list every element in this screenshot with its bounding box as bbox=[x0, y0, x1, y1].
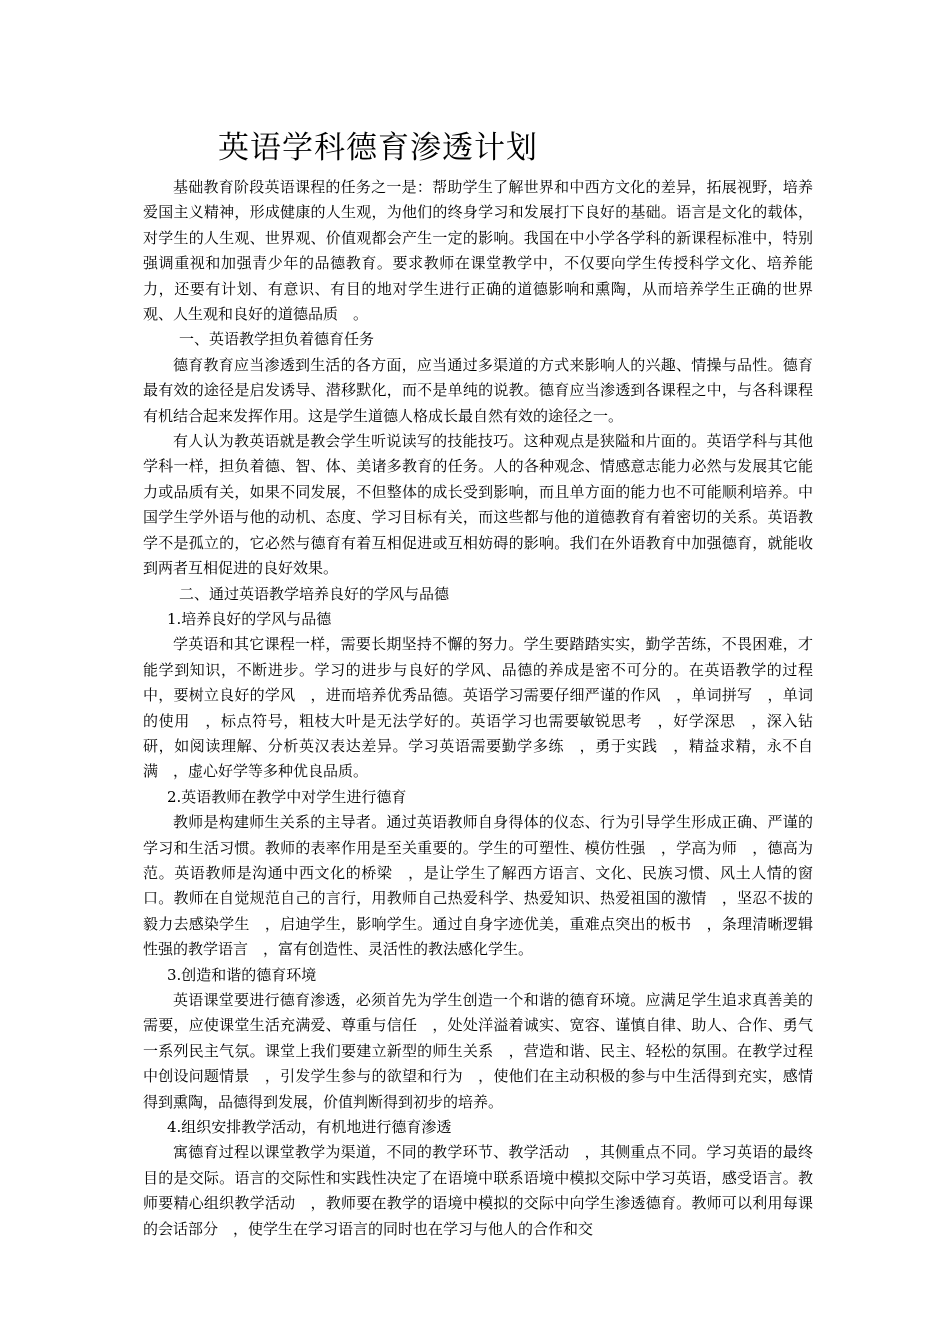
document-body bbox=[143, 175, 813, 1242]
subsection-1-heading: 1.培养良好的学风与品德 bbox=[167, 609, 332, 628]
subsection-4-heading: 4.组织安排教学活动，有机地进行德育渗透 bbox=[167, 1118, 452, 1137]
intro-paragraph: 基础教育阶段英语课程的任务之一是：帮助学生了解世界和中西方文化的差异，拓展视野，培养爱国主义精神，形成健康的人生观，为他们的终身学习和发展打下良好的基础。语言是文化的载体，对学生的人生观、世界观、价值观都会产生一定的影响。我国在中小学各学科的新课程标准中，特别强调重视和加强青少年的品德教育。要求教师在课堂教学中，不仅要向学生传授科学文化、培养能力，还要有计划、有意识、有目的地对学生进行正确的道德影响和熏陶，从而培养学生正确的世界观、人生观和良好的道德品质 。 bbox=[143, 178, 813, 324]
subsection-3-paragraph: 英语课堂要进行德育渗透，必须首先为学生创造一个和谐的德育环境。应满足学生追求真善美的需要，应使课堂生活充满爱、尊重与信任 ，处处洋溢着诚实、宽容、谨慎自律、助人、合作、勇气一系列民主气氛。课堂上我们要建立新型的师生关系 ，营造和谐、民主、轻松的氛围。在教学过程中创设问题情景 ，引发学生参与的欲望和行为 ，使他们在主动积极的参与中生活得到充实，感情得到熏陶，品德得到发展，价值判断得到初步的培养。 bbox=[143, 991, 813, 1111]
subsection-2-paragraph: 教师是构建师生关系的主导者。通过英语教师自身得体的仪态、行为引导学生形成正确、严谨的学习和生活习惯。教师的表率作用是至关重要的。学生的可塑性、模仿性强 ，学高为师 ，德高为范。英语教师是沟通中西文化的桥梁 ，是让学生了解西方语言、文化、民族习惯、风土人情的窗口。教师在自觉规范自己的言行，用教师自己热爱科学、热爱知识、热爱祖国的激情 ，坚忍不拔的毅力去感染学生 ，启迪学生，影响学生。通过自身字迹优美，重难点突出的板书 ，条理清晰逻辑性强的教学语言 ，富有创造性、灵活性的教法感化学生。 bbox=[143, 813, 813, 959]
section-1-paragraph-2: 有人认为教英语就是教会学生听说读写的技能技巧。这种观点是狭隘和片面的。英语学科与其他学科一样，担负着德、智、体、美诸多教育的任务。人的各种观念、情感意志能力必然与发展其它能力或品质有关，如果不同发展，不但整体的成长受到影响，而且单方面的能力也不可能顺利培养。中国学生学外语与他的动机、态度、学习目标有关，而这些都与他的道德教育有着密切的关系。英语教学不是孤立的，它必然与德育有着互相促进或互相妨碍的影响。我们在外语教育中加强德育，就能收到两者互相促进的良好效果。 bbox=[143, 432, 813, 578]
section-1-paragraph-1: 德育教育应当渗透到生活的各方面，应当通过多渠道的方式来影响人的兴趣、情操与品性。德育最有效的途径是启发诱导、潜移默化，而不是单纯的说教。德育应当渗透到各课程之中，与各科课程有机结合起来发挥作用。这是学生道德人格成长最自然有效的途径之一。 bbox=[143, 355, 813, 425]
subsection-2-heading: 2.英语教师在教学中对学生进行德育 bbox=[167, 787, 407, 806]
section-1-heading: 一、英语教学担负着德育任务 bbox=[179, 330, 375, 349]
subsection-4-paragraph: 寓德育过程以课堂教学为渠道，不同的教学环节、教学活动 ，其侧重点不同。学习英语的最终目的是交际。语言的交际性和实践性决定了在语境中联系语境中模拟交际中学习英语，感受语言。教师要精心组织教学活动 ，教师要在教学的语境中模拟的交际中向学生渗透德育。教师可以利用每课的会话部分 ，使学生在学习语言的同时也在学习与他人的合作和交 bbox=[143, 1143, 813, 1238]
document-title: 英语学科德育渗透计划 bbox=[218, 130, 538, 166]
subsection-3-heading: 3.创造和谐的德育环境 bbox=[167, 965, 317, 984]
section-2-heading: 二、通过英语教学培养良好的学风与品德 bbox=[179, 584, 450, 603]
subsection-1-paragraph: 学英语和其它课程一样，需要长期坚持不懈的努力。学生要踏踏实实，勤学苦练，不畏困难，才能学到知识，不断进步。学习的进步与良好的学风、品德的养成是密不可分的。在英语教学的过程中，要树立良好的学风 ，进而培养优秀品德。英语学习需要仔细严谨的作风 ，单词拼写 ，单词的使用 ，标点符号，粗枝大叶是无法学好的。英语学习也需要敏锐思考 ，好学深思 ，深入钻研，如阅读理解、分析英汉表达差异。学习英语需要勤学多练 ，勇于实践 ，精益求精，永不自满 ，虚心好学等多种优良品质。 bbox=[143, 635, 813, 781]
